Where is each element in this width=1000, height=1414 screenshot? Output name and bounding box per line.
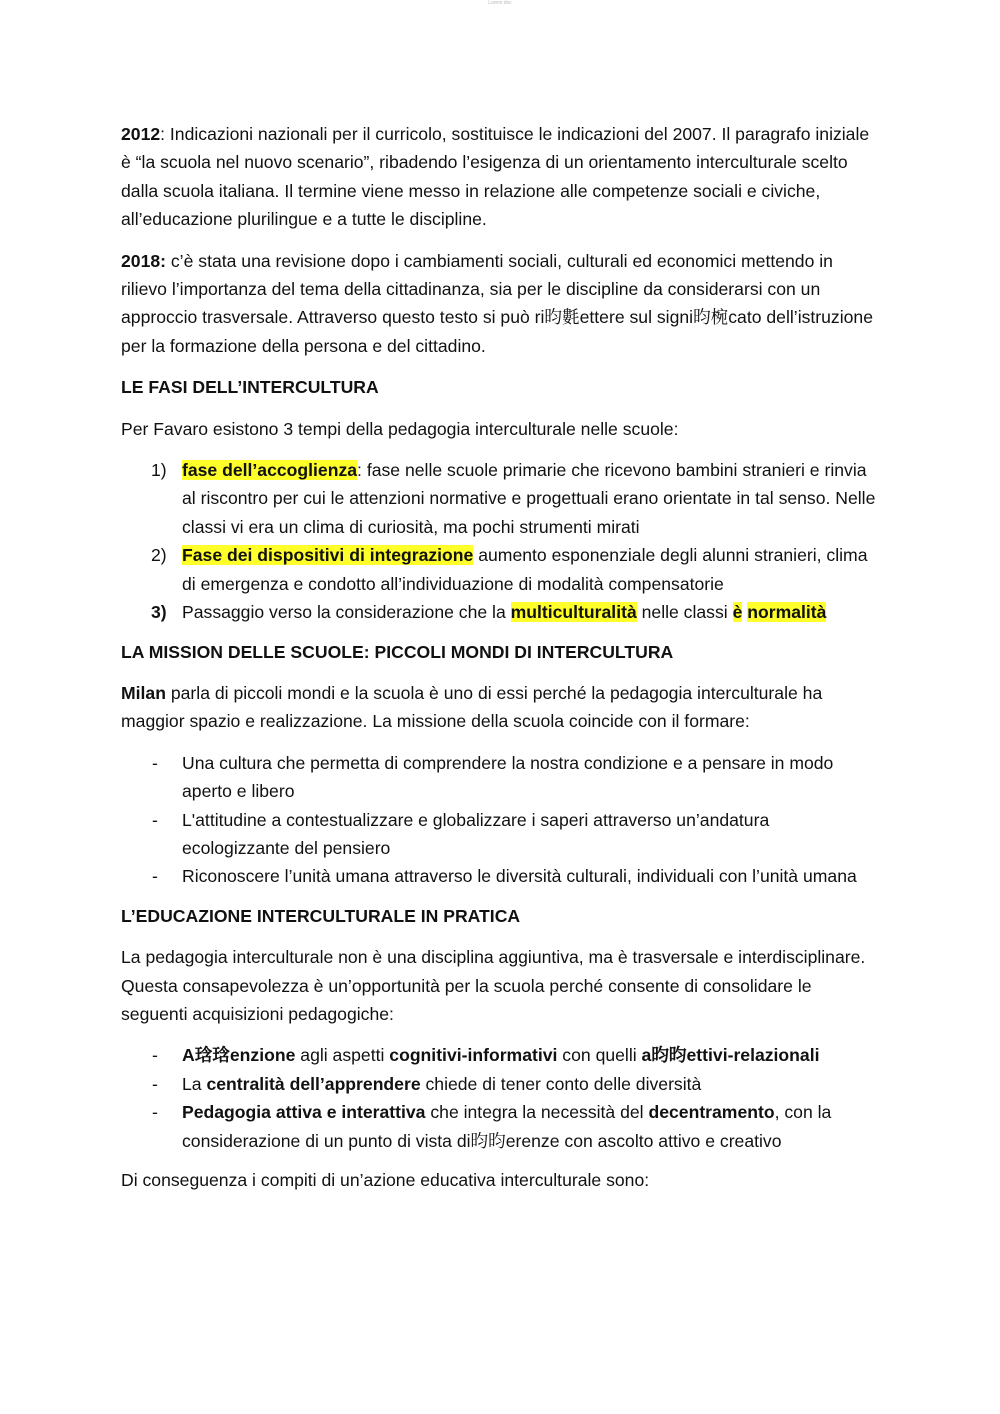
intro-fasi: Per Favaro esistono 3 tempi della pedagogia interculturale nelle scuole: xyxy=(121,418,679,439)
fase-text: : fase nelle scuole primarie che ricevono bambini stranieri e rinvia al riscontro per cui le attenzioni normative e progettuali erano orientate in tal senso. Nelle classi vi era un clima di curiosità, ma pochi strumenti mirati xyxy=(182,460,876,537)
list-item-text: che integra la necessità del xyxy=(425,1102,649,1123)
fase-item-2 xyxy=(121,541,881,598)
list-item-text: Una cultura che permetta di comprendere la nostra condizione e a pensare in modo aperto e libero xyxy=(182,752,834,802)
list-item-text: Riconoscere l’unità umana attraverso le diversità culturali, individuali con l’unità umana xyxy=(182,866,857,887)
dash-marker: - xyxy=(152,1045,158,1066)
fase-item-1 xyxy=(121,456,881,541)
mission-intro-text: parla di piccoli mondi e la scuola è uno di essi perché la pedagogia interculturale ha maggior spazio e realizzazione. La missione della scuola coincide con il formare: xyxy=(121,682,823,732)
dash-marker: - xyxy=(152,1073,158,1094)
bold-term: a昀昀ettivi-relazionali xyxy=(641,1045,820,1066)
list-item-text: chiede di tener conto delle diversità xyxy=(420,1073,702,1094)
dash-marker: - xyxy=(152,809,158,830)
list-marker: 1) xyxy=(151,460,167,481)
list-marker: 3) xyxy=(151,602,167,623)
year-2012: 2012 xyxy=(121,124,161,144)
mission-list xyxy=(121,749,881,891)
heading-fasi: LE FASI DELL’INTERCULTURA xyxy=(121,377,379,398)
bold-term: Pedagogia attiva e interattiva xyxy=(182,1102,426,1123)
dash-marker: - xyxy=(152,866,158,887)
mission-intro xyxy=(121,679,881,736)
list-item xyxy=(121,1041,881,1069)
dash-marker: - xyxy=(152,1102,158,1123)
list-item xyxy=(121,806,881,863)
conclusion: Di conseguenza i compiti di un’azione educativa interculturale sono: xyxy=(121,1170,650,1190)
bold-term: A琀琀enzione xyxy=(182,1045,296,1066)
list-item-text: , con la considerazione di un punto di vista di昀昀erenze con ascolto attivo e creativo xyxy=(182,1102,832,1151)
bold-term: centralità dell’apprendere xyxy=(206,1073,421,1094)
paragraph-2018-text: c’è stata una revisione dopo i cambiamenti sociali, culturali ed economici mettendo in rilievo l’importanza del tema della cittadinanza, sia per le discipline da considerarsi con un approccio trasversale. Attraverso questo testo si può ri昀氀ettere sul signi昀椀cato dell’istruzione per la formazione della persona e del cittadino. xyxy=(121,250,873,356)
list-item xyxy=(121,749,881,806)
highlight-normalita: normalità xyxy=(747,602,827,623)
paragraph-2018 xyxy=(121,247,881,361)
dash-marker: - xyxy=(152,752,158,773)
page-watermark: Lorem doc xyxy=(488,0,512,6)
pratica-list xyxy=(121,1041,881,1155)
pratica-intro: La pedagogia interculturale non è una disciplina aggiuntiva, ma è trasversale e interdisciplinare. Questa consapevolezza è un’opportunità per la scuola perché consente di consolidare le seguenti acquisizioni pedagogiche: xyxy=(121,947,866,1024)
heading-pratica: L’EDUCAZIONE INTERCULTURALE IN PRATICA xyxy=(121,905,521,926)
fase-text: Passaggio verso la considerazione che la xyxy=(182,602,511,623)
fasi-list xyxy=(121,456,881,626)
author-milan: Milan xyxy=(121,682,166,703)
heading-mission: LA MISSION DELLE SCUOLE: PICCOLI MONDI DI INTERCULTURA xyxy=(121,641,674,662)
highlight-dispositivi: Fase dei dispositivi di integrazione xyxy=(182,545,474,566)
bold-term: decentramento xyxy=(648,1102,775,1123)
fase-text: nelle classi xyxy=(636,602,733,623)
year-2018: 2018: xyxy=(121,250,166,271)
highlight-accoglienza: fase dell’accoglienza xyxy=(182,460,358,481)
list-marker: 2) xyxy=(151,545,167,566)
highlight-multiculturalita: multiculturalità xyxy=(510,602,637,623)
paragraph-2012-text: : Indicazioni nazionali per il curricolo, sostituisce le indicazioni del 2007. Il paragrafo iniziale è “la scuola nel nuovo scenario”, ribadendo l’esigenza di un orientamento interculturale scelto dalla scuola italiana. Il termine viene messo in relazione alle competenze sociali e civiche, all’educazione plurilingue e a tutte le discipline. xyxy=(121,124,870,230)
bold-term: cognitivi-informativi xyxy=(389,1045,558,1066)
list-item-text: L'attitudine a contestualizzare e globalizzare i saperi attraverso un’andatura ecologizzante del pensiero xyxy=(182,809,770,858)
paragraph-2012 xyxy=(121,120,881,234)
list-item xyxy=(121,862,881,890)
document-page xyxy=(121,120,881,1207)
list-item-text: La xyxy=(182,1073,207,1094)
fase-text: aumento esponenziale degli alunni stranieri, clima di emergenza e condotto all’individuazione di modalità compensatorie xyxy=(182,545,868,594)
fase-item-3 xyxy=(121,598,881,626)
list-item-text: agli aspetti xyxy=(295,1045,390,1066)
highlight-e: è xyxy=(732,602,743,623)
list-item xyxy=(121,1098,881,1155)
list-item-text: con quelli xyxy=(557,1045,642,1066)
list-item xyxy=(121,1070,881,1098)
